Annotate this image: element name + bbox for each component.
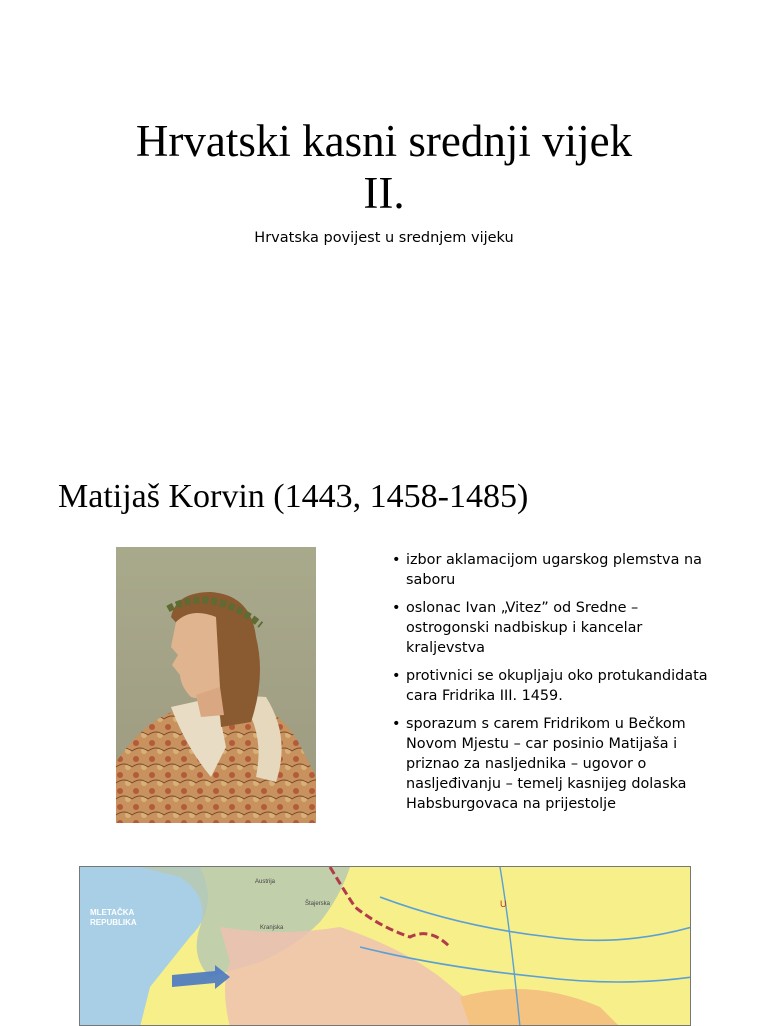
map-label-stajerska: Štajerska (305, 901, 331, 907)
historical-map (79, 866, 691, 1026)
map-label-u: U (500, 899, 507, 909)
map-label-austrija: Austrija (255, 879, 276, 885)
bullet-marker: • (392, 552, 401, 568)
list-item (392, 598, 722, 658)
bullet-marker: • (392, 716, 401, 732)
map-label-republika: REPUBLIKA (90, 918, 137, 927)
slide-title (60, 115, 708, 219)
map-label-kranjska: Kranjska (260, 925, 284, 931)
title-slide (0, 0, 768, 440)
bullet-text: protivnici se okupljaju oko protukandidata cara Fridrika III. 1459. (406, 668, 708, 704)
content-slide (0, 440, 768, 1024)
bullet-text: izbor aklamacijom ugarskog plemstva na saboru (406, 552, 702, 588)
map-label-mletacka: MLETAČKA (90, 908, 135, 917)
bullet-text: sporazum s carem Fridrikom u Bečkom Novom Mjestu – car posinio Matijaša i priznao za nasljednika – ugovor o nasljeđivanju – temelj kasnijeg dolaska Habsburgovaca na prijestolje (406, 716, 687, 812)
bullet-marker: • (392, 600, 401, 616)
slide-title-line-1: Hrvatski kasni srednji vijek (135, 116, 633, 166)
slide-title-line-2: II. (363, 168, 405, 218)
list-item (392, 714, 722, 814)
list-item (392, 550, 722, 590)
list-item (392, 666, 722, 706)
portrait-image (116, 547, 316, 823)
slide-subtitle: Hrvatska povijest u srednjem vijeku (254, 230, 514, 246)
content-slide-title: Matijaš Korvin (1443, 1458-1485) (58, 478, 529, 515)
bullet-list (392, 550, 722, 822)
bullet-marker: • (392, 668, 401, 684)
bullet-text: oslonac Ivan „Vitez” od Sredne – ostrogonski nadbiskup i kancelar kraljevstva (406, 600, 643, 656)
